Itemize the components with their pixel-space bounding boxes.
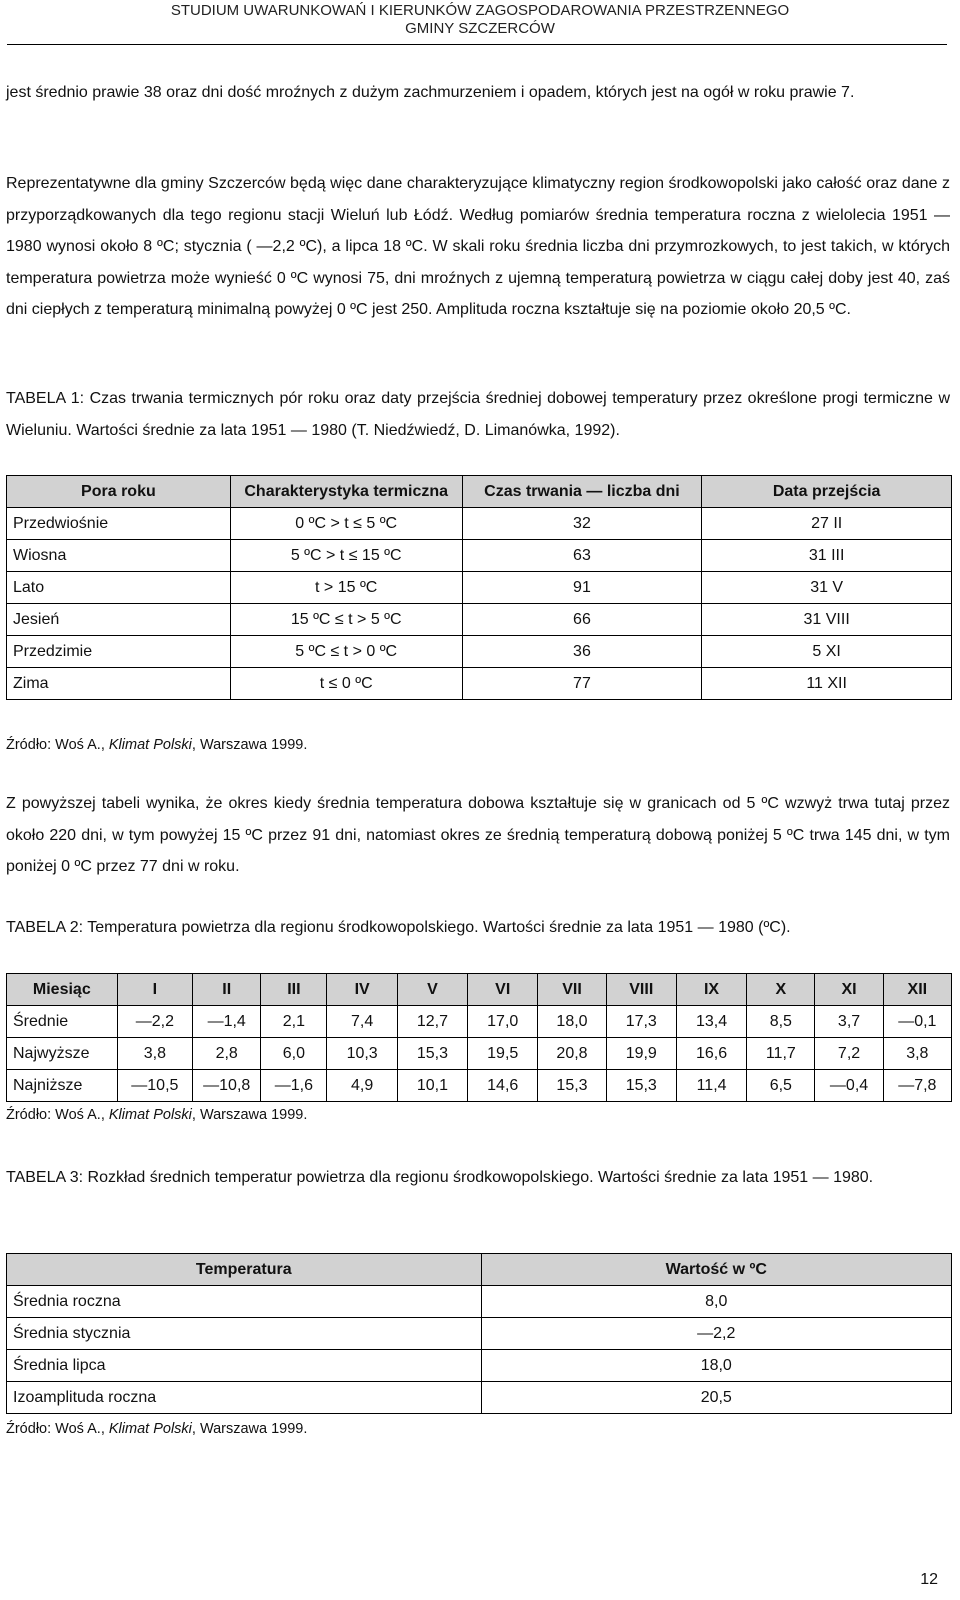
table-cell: 14,6 [468, 1070, 538, 1102]
table-cell: —10,8 [193, 1070, 261, 1102]
table-cell: 27 II [702, 508, 952, 540]
column-header: X [747, 974, 815, 1006]
table-cell: t ≤ 0 ºC [230, 668, 462, 700]
table-cell: —2,2 [117, 1006, 192, 1038]
column-header: Czas trwania — liczba dni [462, 476, 702, 508]
table-cell: 11,7 [747, 1038, 815, 1070]
table-cell: 10,1 [397, 1070, 467, 1102]
column-header: VI [468, 974, 538, 1006]
table-cell: 10,3 [327, 1038, 397, 1070]
table-cell: 66 [462, 604, 702, 636]
table-cell: 17,0 [468, 1006, 538, 1038]
table-cell: 15,3 [538, 1070, 606, 1102]
table-cell: Przedzimie [7, 636, 231, 668]
table-cell: 5 XI [702, 636, 952, 668]
table-row [7, 636, 952, 668]
table-cell: 20,8 [538, 1038, 606, 1070]
table-row [7, 1318, 952, 1350]
table-row [7, 540, 952, 572]
column-header: Temperatura [7, 1254, 482, 1286]
table-cell: 31 V [702, 572, 952, 604]
table-cell: 8,5 [747, 1006, 815, 1038]
column-header: VII [538, 974, 606, 1006]
table-row [7, 1382, 952, 1414]
table3-source [6, 1420, 307, 1438]
table-cell: —0,1 [883, 1006, 951, 1038]
table2-source [6, 1106, 307, 1124]
table-cell: —1,4 [193, 1006, 261, 1038]
table-cell: 3,8 [883, 1038, 951, 1070]
table-cell: 5 ºC > t ≤ 15 ºC [230, 540, 462, 572]
source-book-title: Klimat Polski [108, 1421, 192, 1437]
table1-source [6, 736, 307, 754]
table-cell: 15,3 [606, 1070, 676, 1102]
table-cell: 15 ºC ≤ t > 5 ºC [230, 604, 462, 636]
table-cell: 17,3 [606, 1006, 676, 1038]
table-thermal-seasons [6, 475, 952, 700]
table-cell: Średnie [7, 1006, 118, 1038]
table-cell: 6,5 [747, 1070, 815, 1102]
table-row [7, 604, 952, 636]
source-suffix: , Warszawa 1999. [191, 737, 308, 753]
header-divider [7, 44, 947, 45]
column-header: II [193, 974, 261, 1006]
table-cell: Zima [7, 668, 231, 700]
table-cell: Średnia stycznia [7, 1318, 482, 1350]
table-cell: Średnia roczna [7, 1286, 482, 1318]
table-row [7, 572, 952, 604]
column-header: IV [327, 974, 397, 1006]
table-row [7, 668, 952, 700]
column-header: VIII [606, 974, 676, 1006]
table-row [7, 1070, 952, 1102]
table-cell: Najwyższe [7, 1038, 118, 1070]
table-cell: Jesień [7, 604, 231, 636]
column-header: Miesiąc [7, 974, 118, 1006]
table-cell: 63 [462, 540, 702, 572]
table-header-row [7, 974, 952, 1006]
table-cell: —10,5 [117, 1070, 192, 1102]
table-cell: 16,6 [676, 1038, 746, 1070]
column-header: IX [676, 974, 746, 1006]
page-number: 12 [920, 1571, 938, 1588]
table-cell: 19,9 [606, 1038, 676, 1070]
table-cell: 7,4 [327, 1006, 397, 1038]
source-prefix: Źródło: Woś A., [6, 1421, 109, 1437]
table-cell: —7,8 [883, 1070, 951, 1102]
source-book-title: Klimat Polski [108, 1107, 192, 1123]
table-cell: 8,0 [481, 1286, 951, 1318]
table-cell: 2,1 [261, 1006, 327, 1038]
table-cell: Lato [7, 572, 231, 604]
paragraph-climate: Reprezentatywne dla gminy Szczerców będą więc dane charakteryzujące klimatyczny region środkowopolski jako całość oraz dane z przyporządkowanych dla tego regionu stacji Wieluń lub Łódź. Według pomiarów średnia temperatura roczna z wielolecia 1951 — 1980 wynosi około 8 ºC; stycznia ( —2,2 ºC), a lipca 18 ºC. W skali roku średnia liczba dni przymrozkowych, to jest takich, w których temperatura powietrza może wynieść 0 ºC wynosi 75, dni mroźnych z ujemną temperaturą powietrza w ciągu całej doby jest 40, zaś dni ciepłych z temperaturą minimalną powyżej 0 ºC jest 250. Amplituda roczna kształtuje się na poziomie około 20,5 ºC. [6, 175, 950, 318]
column-header: III [261, 974, 327, 1006]
table-cell: 3,7 [815, 1006, 883, 1038]
table-cell: 19,5 [468, 1038, 538, 1070]
column-header: I [117, 974, 192, 1006]
source-prefix: Źródło: Woś A., [6, 737, 109, 753]
column-header: XII [883, 974, 951, 1006]
column-header: XI [815, 974, 883, 1006]
column-header: Wartość w ºC [481, 1254, 951, 1286]
page-header [0, 2, 960, 38]
table-cell: 18,0 [481, 1350, 951, 1382]
table-cell: 15,3 [397, 1038, 467, 1070]
table-cell: 18,0 [538, 1006, 606, 1038]
source-book-title: Klimat Polski [108, 737, 192, 753]
table-cell: 13,4 [676, 1006, 746, 1038]
header-line-2: GMINY SZCZERCÓW [405, 20, 555, 37]
table-row [7, 1038, 952, 1070]
paragraph-summary: Z powyższej tabeli wynika, że okres kiedy średnia temperatura dobowa kształtuje się w granicach od 5 ºC wzwyż trwa tutaj przez około 220 dni, w tym powyżej 15 ºC przez 91 dni, natomiast okres ze średnią temperaturą dobową poniżej 5 ºC trwa 145 dni, w tym poniżej 0 ºC przez 77 dni w roku. [6, 795, 950, 875]
table-cell: 32 [462, 508, 702, 540]
table3-caption: TABELA 3: Rozkład średnich temperatur powietrza dla regionu środkowopolskiego. Wartości średnie za lata 1951 — 1980. [6, 1169, 874, 1186]
table-cell: 11 XII [702, 668, 952, 700]
table-cell: 31 VIII [702, 604, 952, 636]
table-cell: —1,6 [261, 1070, 327, 1102]
table-header-row [7, 1254, 952, 1286]
table-cell: t > 15 ºC [230, 572, 462, 604]
column-header: V [397, 974, 467, 1006]
table2-caption: TABELA 2: Temperatura powietrza dla regionu środkowopolskiego. Wartości średnie za lata 1951 — 1980 (ºC). [6, 919, 791, 936]
table-cell: 0 ºC > t ≤ 5 ºC [230, 508, 462, 540]
table-cell: 6,0 [261, 1038, 327, 1070]
source-prefix: Źródło: Woś A., [6, 1107, 109, 1123]
table-cell: Najniższe [7, 1070, 118, 1102]
table-cell: Wiosna [7, 540, 231, 572]
paragraph-intro: jest średnio prawie 38 oraz dni dość mroźnych z dużym zachmurzeniem i opadem, których jest na ogół w roku prawie 7. [6, 84, 855, 101]
column-header: Data przejścia [702, 476, 952, 508]
table-cell: 12,7 [397, 1006, 467, 1038]
table-cell: 91 [462, 572, 702, 604]
table-monthly-temperature [6, 973, 952, 1102]
table-cell: 3,8 [117, 1038, 192, 1070]
table-row [7, 1286, 952, 1318]
table-cell: 31 III [702, 540, 952, 572]
table-header-row [7, 476, 952, 508]
table-cell: 4,9 [327, 1070, 397, 1102]
table-row [7, 508, 952, 540]
table-cell: 77 [462, 668, 702, 700]
table-cell: 2,8 [193, 1038, 261, 1070]
table-cell: 7,2 [815, 1038, 883, 1070]
table-cell: —2,2 [481, 1318, 951, 1350]
table-cell: 36 [462, 636, 702, 668]
table-cell: Średnia lipca [7, 1350, 482, 1382]
table-cell: —0,4 [815, 1070, 883, 1102]
source-suffix: , Warszawa 1999. [191, 1421, 308, 1437]
column-header: Pora roku [7, 476, 231, 508]
table-cell: 20,5 [481, 1382, 951, 1414]
source-suffix: , Warszawa 1999. [191, 1107, 308, 1123]
table-row [7, 1006, 952, 1038]
table-cell: Przedwiośnie [7, 508, 231, 540]
table-cell: 11,4 [676, 1070, 746, 1102]
table-cell: Izoamplituda roczna [7, 1382, 482, 1414]
table-cell: 5 ºC ≤ t > 0 ºC [230, 636, 462, 668]
column-header: Charakterystyka termiczna [230, 476, 462, 508]
header-line-1: STUDIUM UWARUNKOWAŃ I KIERUNKÓW ZAGOSPODAROWANIA PRZESTRZENNEGO [170, 2, 790, 19]
table-row [7, 1350, 952, 1382]
table-average-temperatures [6, 1253, 952, 1414]
table1-caption: TABELA 1: Czas trwania termicznych pór roku oraz daty przejścia średniej dobowej temperatury przez określone progi termiczne w Wieluniu. Wartości średnie za lata 1951 — 1980 (T. Niedźwiedź, D. Limanówka, 1992). [6, 390, 950, 439]
